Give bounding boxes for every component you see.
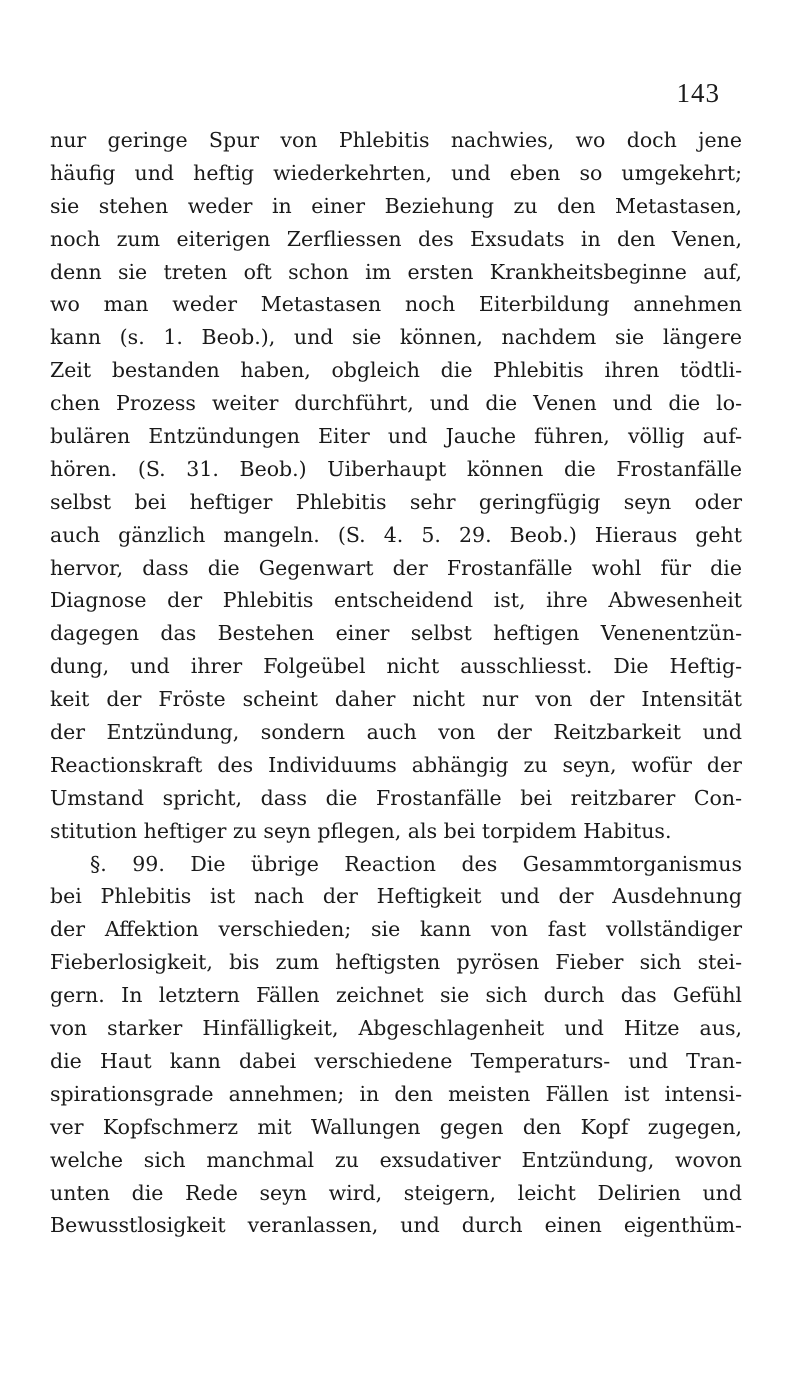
- text-line: gern. In letztern Fällen zeichnet sie sich durch das Gefühl: [50, 983, 742, 1008]
- text-line: welche sich manchmal zu exsudativer Entzündung, wovon: [50, 1147, 742, 1172]
- text-line: noch zum eiterigen Zerfliessen des Exsudats in den Venen,: [50, 226, 742, 251]
- text-line: der Entzündung, sondern auch von der Reitzbarkeit und: [50, 720, 742, 745]
- text-line: auch gänzlich mangeln. (S. 4. 5. 29. Beob.) Hieraus geht: [50, 522, 742, 547]
- text-line: unten die Rede seyn wird, steigern, leicht Delirien und: [50, 1180, 742, 1205]
- text-line: häufig und heftig wiederkehrten, und eben so umgekehrt;: [50, 160, 742, 185]
- text-line: chen Prozess weiter durchführt, und die Venen und die lo-: [50, 391, 742, 416]
- text-line: Umstand spricht, dass die Frostanfälle bei reitzbarer Con-: [50, 785, 742, 810]
- text-line: spirationsgrade annehmen; in den meisten Fällen ist intensi-: [50, 1081, 742, 1106]
- text-line: denn sie treten oft schon im ersten Krankheitsbeginne auf,: [50, 259, 742, 284]
- section-start-line: §. 99. Die übrige Reaction des Gesammtorganismus: [90, 851, 742, 876]
- text-line: bei Phlebitis ist nach der Heftigkeit und der Ausdehnung: [50, 884, 742, 909]
- text-line: Zeit bestanden haben, obgleich die Phlebitis ihren tödtli-: [50, 358, 742, 383]
- text-line: Bewusstlosigkeit veranlassen, und durch einen eigenthüm-: [50, 1213, 742, 1238]
- text-line: dung, und ihrer Folgeübel nicht ausschliesst. Die Heftig-: [50, 654, 742, 679]
- paragraph-end-line: stitution heftiger zu seyn pflegen, als bei torpidem Habitus.: [50, 818, 672, 843]
- body-text: [50, 124, 742, 1242]
- text-line: bulären Entzündungen Eiter und Jauche führen, völlig auf-: [50, 424, 742, 449]
- text-line: wo man weder Metastasen noch Eiterbildung annehmen: [50, 292, 742, 317]
- text-line: sie stehen weder in einer Beziehung zu den Metastasen,: [50, 193, 742, 218]
- text-line: der Affektion verschieden; sie kann von fast vollständiger: [50, 917, 742, 942]
- text-line: die Haut kann dabei verschiedene Temperaturs- und Tran-: [50, 1048, 742, 1073]
- text-line: Diagnose der Phlebitis entscheidend ist, ihre Abwesenheit: [50, 588, 742, 613]
- text-line: Fieberlosigkeit, bis zum heftigsten pyrösen Fieber sich stei-: [50, 950, 742, 975]
- page-number: 143: [676, 78, 720, 108]
- text-line: kann (s. 1. Beob.), und sie können, nachdem sie längere: [50, 325, 742, 350]
- text-line: Reactionskraft des Individuums abhängig zu seyn, wofür der: [50, 752, 742, 777]
- text-line: selbst bei heftiger Phlebitis sehr geringfügig seyn oder: [50, 489, 742, 514]
- text-line: von starker Hinfälligkeit, Abgeschlagenheit und Hitze aus,: [50, 1016, 742, 1041]
- text-line: dagegen das Bestehen einer selbst heftigen Venenentzün-: [50, 621, 742, 646]
- text-line: nur geringe Spur von Phlebitis nachwies, wo doch jene: [50, 128, 742, 152]
- text-line: ver Kopfschmerz mit Wallungen gegen den Kopf zugegen,: [50, 1114, 742, 1139]
- text-line: hervor, dass die Gegenwart der Frostanfälle wohl für die: [50, 555, 742, 580]
- text-line: hören. (S. 31. Beob.) Uiberhaupt können die Frostanfälle: [50, 456, 742, 481]
- text-line: keit der Fröste scheint daher nicht nur von der Intensität: [50, 687, 742, 712]
